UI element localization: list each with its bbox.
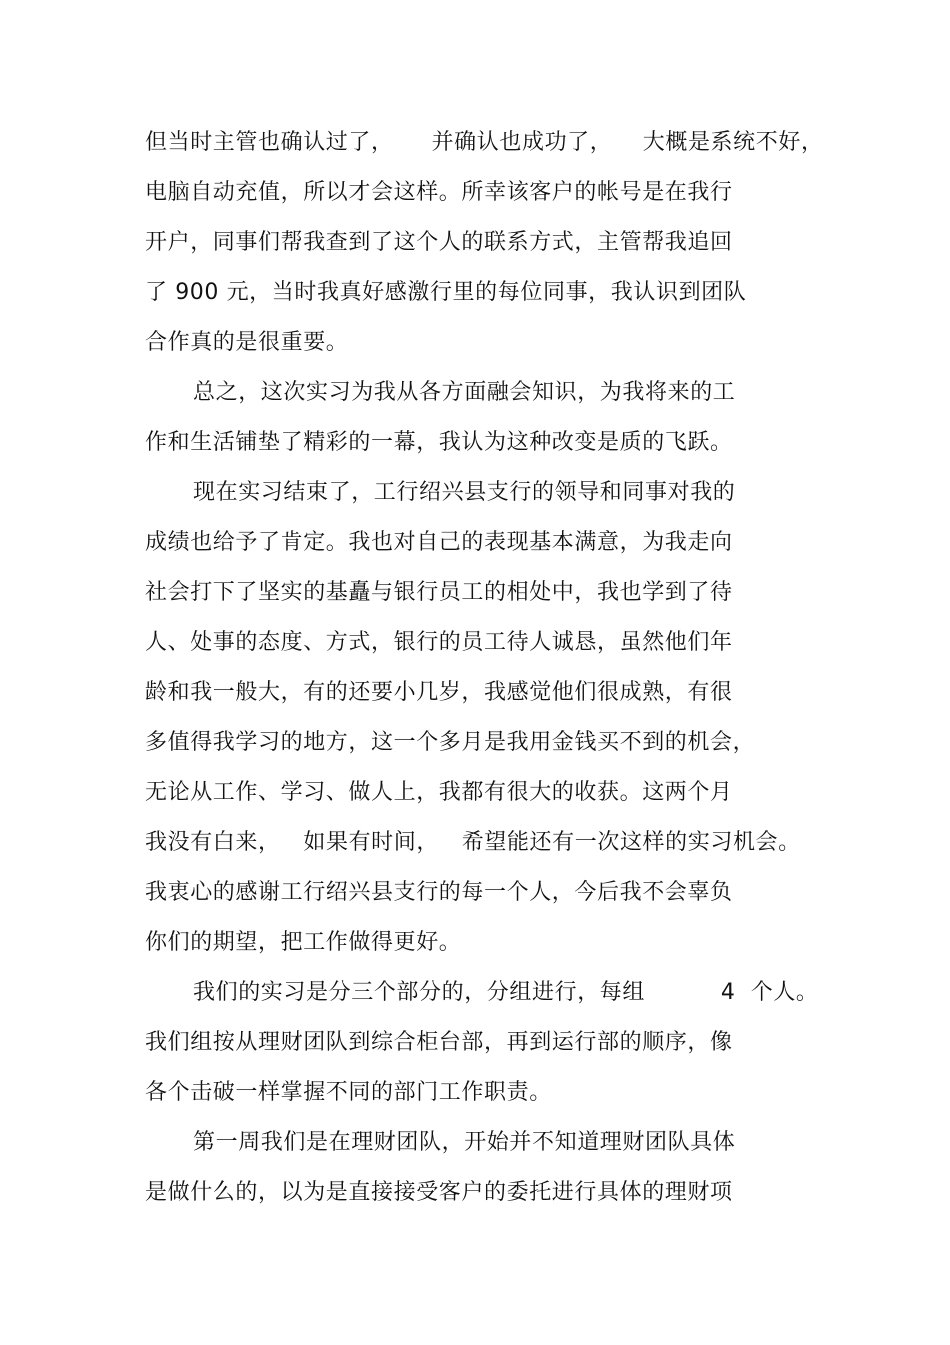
text-line: 多值得我学习的地方，这一个多月是我用金钱买不到的机会， [145, 730, 756, 755]
text-line: 龄和我一般大，有的还要小几岁，我感觉他们很成熟，有很 [145, 680, 733, 705]
text-line: 了 900 元，当时我真好感激行里的每位同事，我认识到团队 [145, 280, 747, 305]
text-line: 人、处事的态度、方式，银行的员工待人诚恳，虽然他们年 [145, 630, 733, 655]
text-line: 是做什么的，以为是直接接受客户的委托进行具体的理财项 [145, 1180, 733, 1205]
text-line: 我没有白来， 如果有时间， 希望能还有一次这样的实习机会。 [145, 830, 801, 855]
text-line: 我们组按从理财团队到综合柜台部，再到运行部的顺序，像 [145, 1030, 733, 1055]
paragraph-first-line: 总之，这次实习为我从各方面融会知识，为我将来的工 [193, 380, 736, 405]
text-line: 无论从工作、学习、做人上，我都有很大的收获。这两个月 [145, 780, 733, 805]
text-line: 各个击破一样掌握不同的部门工作职责。 [145, 1080, 552, 1105]
text-line: 电脑自动充值，所以才会这样。所幸该客户的帐号是在我行 [145, 180, 733, 205]
text-line: 我衷心的感谢工行绍兴县支行的每一个人，今后我不会辜负 [145, 880, 733, 905]
text-line: 开户，同事们帮我查到了这个人的联系方式，主管帮我追回 [145, 230, 733, 255]
text-line: 你们的期望，把工作做得更好。 [145, 930, 462, 955]
text-line: 社会打下了坚实的基矗与银行员工的相处中，我也学到了待 [145, 580, 733, 605]
paragraph-first-line: 第一周我们是在理财团队，开始并不知道理财团队具体 [193, 1130, 736, 1155]
paragraph-first-line: 现在实习结束了，工行绍兴县支行的领导和同事对我的 [193, 480, 736, 505]
text-line: 成绩也给予了肯定。我也对自己的表现基本满意，为我走向 [145, 530, 733, 555]
text-line: 合作真的是很重要。 [145, 330, 349, 355]
paragraph-first-line: 我们的实习是分三个部分的，分组进行，每组 4 个人。 [193, 980, 819, 1005]
text-line: 但当时主管也确认过了， 并确认也成功了， 大概是系统不好， [145, 130, 824, 155]
text-line: 作和生活铺垫了精彩的一幕，我认为这种改变是质的飞跃。 [145, 430, 733, 455]
